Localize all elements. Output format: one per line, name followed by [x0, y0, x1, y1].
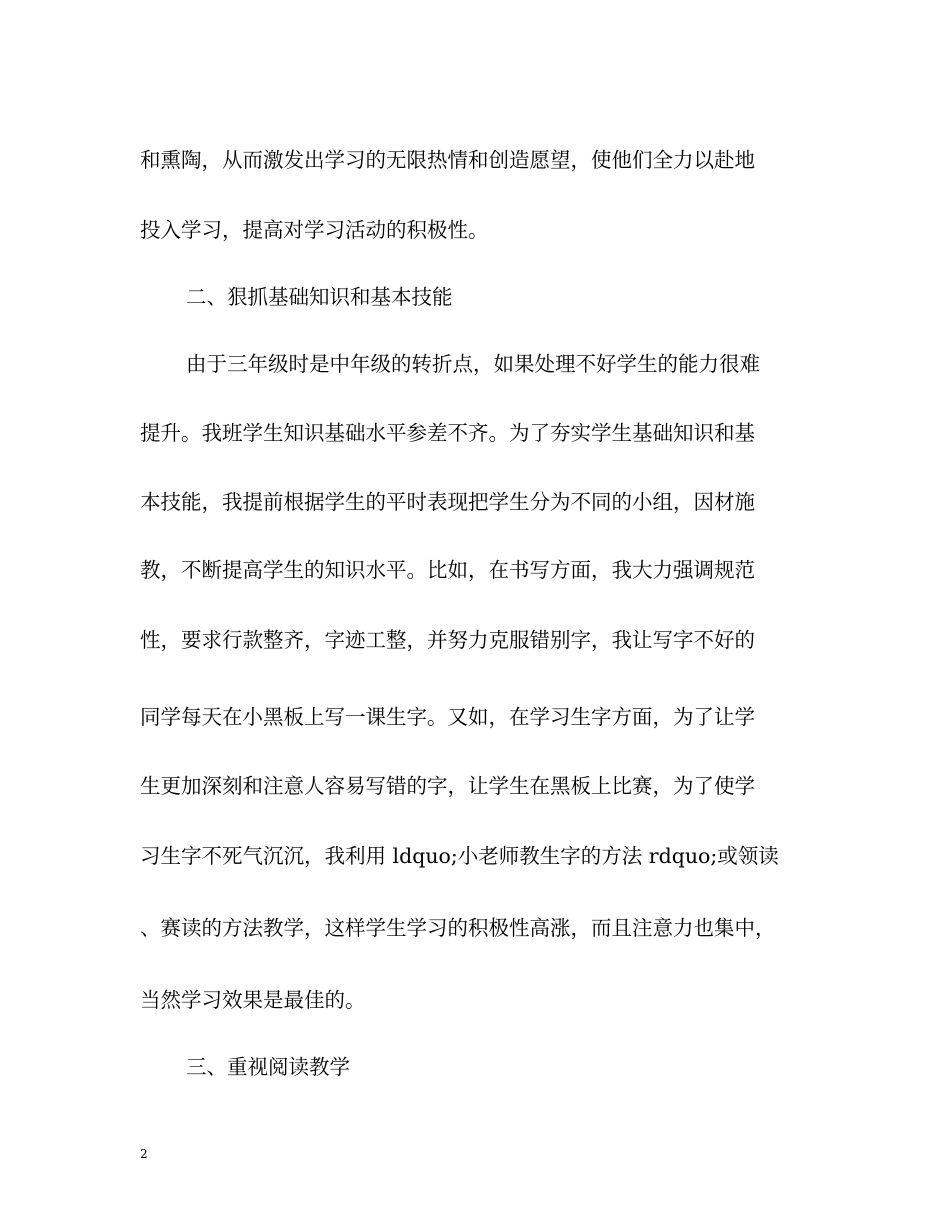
paragraph-line: 、赛读的方法教学，这样学生学习的积极性高涨，而且注意力也集中， [140, 916, 776, 940]
section-heading: 三、重视阅读教学 [186, 1055, 350, 1079]
paragraph-line: 提升。我班学生知识基础水平参差不齐。为了夯实学生基础知识和基 [140, 421, 755, 445]
paragraph-line: 性，要求行款整齐，字迹工整，并努力克服错别字，我让写字不好的 [140, 628, 755, 652]
paragraph-line: 同学每天在小黑板上写一课生字。又如，在学习生字方面，为了让学 [140, 705, 755, 729]
paragraph-line: 习生字不死气沉沉，我利用 ldquo;小老师教生字的方法 rdquo;或领读 [140, 844, 779, 868]
paragraph-line: 生更加深刻和注意人容易写错的字，让学生在黑板上比赛，为了使学 [140, 774, 755, 798]
paragraph-line: 投入学习，提高对学习活动的积极性。 [140, 218, 489, 242]
paragraph-line: 教，不断提高学生的知识水平。比如，在书写方面，我大力强调规范 [140, 558, 755, 582]
paragraph-line: 当然学习效果是最佳的。 [140, 988, 366, 1012]
page-number: 2 [140, 1147, 148, 1161]
paragraph-line: 本技能，我提前根据学生的平时表现把学生分为不同的小组，因材施 [140, 490, 755, 514]
section-heading: 二、狠抓基础知识和基本技能 [186, 285, 453, 309]
paragraph-line: 由于三年级时是中年级的转折点，如果处理不好学生的能力很难 [186, 352, 760, 376]
paragraph-line: 和熏陶，从而激发出学习的无限热情和创造愿望，使他们全力以赴地 [140, 148, 755, 172]
